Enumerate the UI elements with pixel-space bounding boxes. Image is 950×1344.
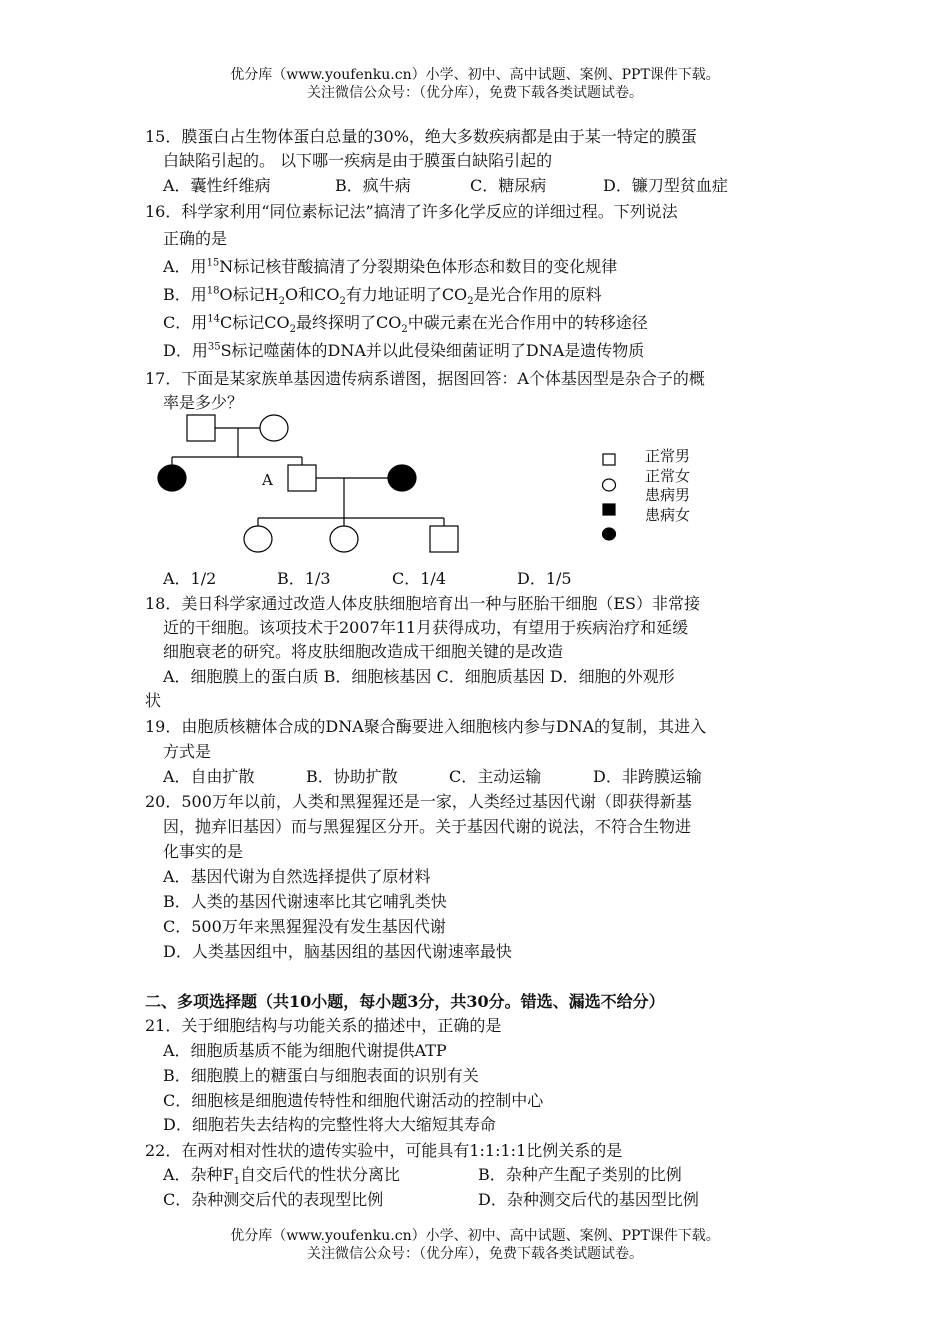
q22-option-c: C．杂种测交后代的表现型比例 [163,1190,384,1209]
q21-option-a: A．细胞质基质不能为细胞代谢提供ATP [163,1041,447,1060]
q20-option-b: B．人类的基因代谢速率比其它哺乳类快 [163,892,447,911]
q21-option-b: B．细胞膜上的糖蛋白与细胞表面的识别有关 [163,1066,479,1085]
q21-option-d: D．细胞若失去结构的完整性将大大缩短其寿命 [163,1115,496,1134]
section-2-title: 二、多项选择题（共10小题，每小题3分，共30分。错选、漏选不给分） [145,992,665,1011]
legend-affected-male: 患病男 [645,486,691,504]
q20-option-a: A．基因代谢为自然选择提供了原材料 [163,867,431,886]
q16-option-c: C．用$^{14}$C标记$CO_2$最终探明了$CO_2$中碳元素在光合作用中的转移途径 [163,313,648,336]
gen3-normal-female-1 [244,526,272,552]
q20-stem-line-1: 20．500万年以前，人类和黑猩猩还是一家，人类经过基因代谢（即获得新基 [145,792,692,811]
pedigree-label-a: A [262,471,273,489]
q15-option-b: B．疯牛病 [335,176,411,195]
q17-stem-line-2: 率是多少？ [163,393,244,412]
q22-stem: 22．在两对相对性状的遗传实验中，可能具有1:1:1:1比例关系的是 [145,1141,623,1160]
q19-option-d: D．非跨膜运输 [593,767,702,786]
q20-option-d: D．人类基因组中，脑基因组的基因代谢速率最快 [163,942,512,961]
q19-option-c: C．主动运输 [449,767,542,786]
q17-option-b: B．1/3 [277,569,331,588]
q22-option-b: B．杂种产生配子类别的比例 [478,1165,682,1184]
q15-option-d: D．镰刀型贫血症 [603,176,728,195]
q16-option-d: D．用$^{35}$S标记噬菌体的DNA并以此侵染细菌证明了DNA是遗传物质 [163,341,645,360]
legend-normal-female-icon [603,479,616,491]
q15-option-a: A．囊性纤维病 [163,176,271,195]
q17-option-c: C．1/4 [392,569,446,588]
q15-stem-line-2: 白缺陷引起的。 以下哪一疾病是由于膜蛋白缺陷引起的 [163,151,553,170]
q16-option-a: A．用$^{15}$N标记核苷酸搞清了分裂期染色体形态和数目的变化规律 [163,257,618,276]
legend-affected-female: 患病女 [645,506,691,524]
q19-option-a: A．自由扩散 [163,767,255,786]
gen1-normal-male [187,415,215,441]
q19-option-b: B．协助扩散 [306,767,398,786]
q18-options-wrap: 状 [145,691,162,710]
gen2-affected-female-right [388,465,416,491]
gen3-normal-female-2 [330,526,358,552]
q17-option-d: D．1/5 [517,569,572,588]
q22-option-d: D．杂种测交后代的基因型比例 [478,1190,699,1209]
q21-stem: 21．关于细胞结构与功能关系的描述中，正确的是 [145,1016,502,1035]
q17-stem-line-1: 17．下面是某家族单基因遗传病系谱图，据图回答：A个体基因型是杂合子的概 [145,369,705,388]
q16-option-b: B．用$^{18}$O标记$H_2O$和$CO_2$有力地证明了$CO_2$是光合作用的原料 [163,285,602,308]
q18-stem-line-2: 近的干细胞。该项技术于2007年11月获得成功，有望用于疾病治疗和延缓 [163,618,689,637]
q20-stem-line-2: 因，抛弃旧基因）而与黑猩猩区分开。关于基因代谢的说法，不符合生物进 [163,817,692,836]
q20-stem-line-3: 化事实的是 [163,842,244,861]
gen2-affected-female-left [158,465,186,491]
q18-options: A．细胞膜上的蛋白质 B．细胞核基因 C．细胞质基因 D．细胞的外观形 [163,667,675,686]
header-line-1: 优分库（www.youfenku.cn）小学、初中、高中试题、案例、PPT课件下载。 [230,67,720,83]
gen1-normal-female [260,415,288,441]
footer-line-1: 优分库（www.youfenku.cn）小学、初中、高中试题、案例、PPT课件下载。 [230,1228,720,1244]
legend-normal-female: 正常女 [645,467,691,485]
q20-option-c: C．500万年来黑猩猩没有发生基因代谢 [163,917,446,936]
legend-normal-male-icon [603,454,615,465]
q16-stem-line-1: 16．科学家利用“同位素标记法”搞清了许多化学反应的详细过程。下列说法 [145,202,678,221]
legend-normal-male: 正常男 [645,447,691,465]
q18-stem-line-3: 细胞衰老的研究。将皮肤细胞改造成干细胞关键的是改造 [163,642,564,661]
q15-option-c: C．糖尿病 [470,176,547,195]
q19-stem-line-2: 方式是 [163,742,212,761]
q17-option-a: A．1/2 [163,569,217,588]
q15-stem-line-1: 15．膜蛋白占生物体蛋白总量的30%，绝大多数疾病都是由于某一特定的膜蛋 [145,127,697,146]
pedigree-chart [150,408,480,558]
q19-stem-line-1: 19．由胞质核糖体合成的DNA聚合酶要进入细胞核内参与DNA的复制，其进入 [145,717,707,736]
pedigree-legend-symbols [600,452,620,542]
q16-stem-line-2: 正确的是 [163,229,228,248]
gen2-individual-a-male [288,465,316,491]
footer-line-2: 关注微信公众号：（优分库），免费下载各类试题试卷。 [307,1246,643,1262]
q22-option-a: A．杂种$F_1$自交后代的性状分离比 [163,1165,401,1188]
legend-affected-male-icon [603,504,615,515]
q21-option-c: C．细胞核是细胞遗传特性和细胞代谢活动的控制中心 [163,1091,544,1110]
q18-stem-line-1: 18．美日科学家通过改造人体皮肤细胞培育出一种与胚胎干细胞（ES）非常接 [145,594,701,613]
gen3-normal-male [430,526,458,552]
legend-affected-female-icon [603,528,616,540]
header-line-2: 关注微信公众号：（优分库），免费下载各类试题试卷。 [307,85,643,101]
